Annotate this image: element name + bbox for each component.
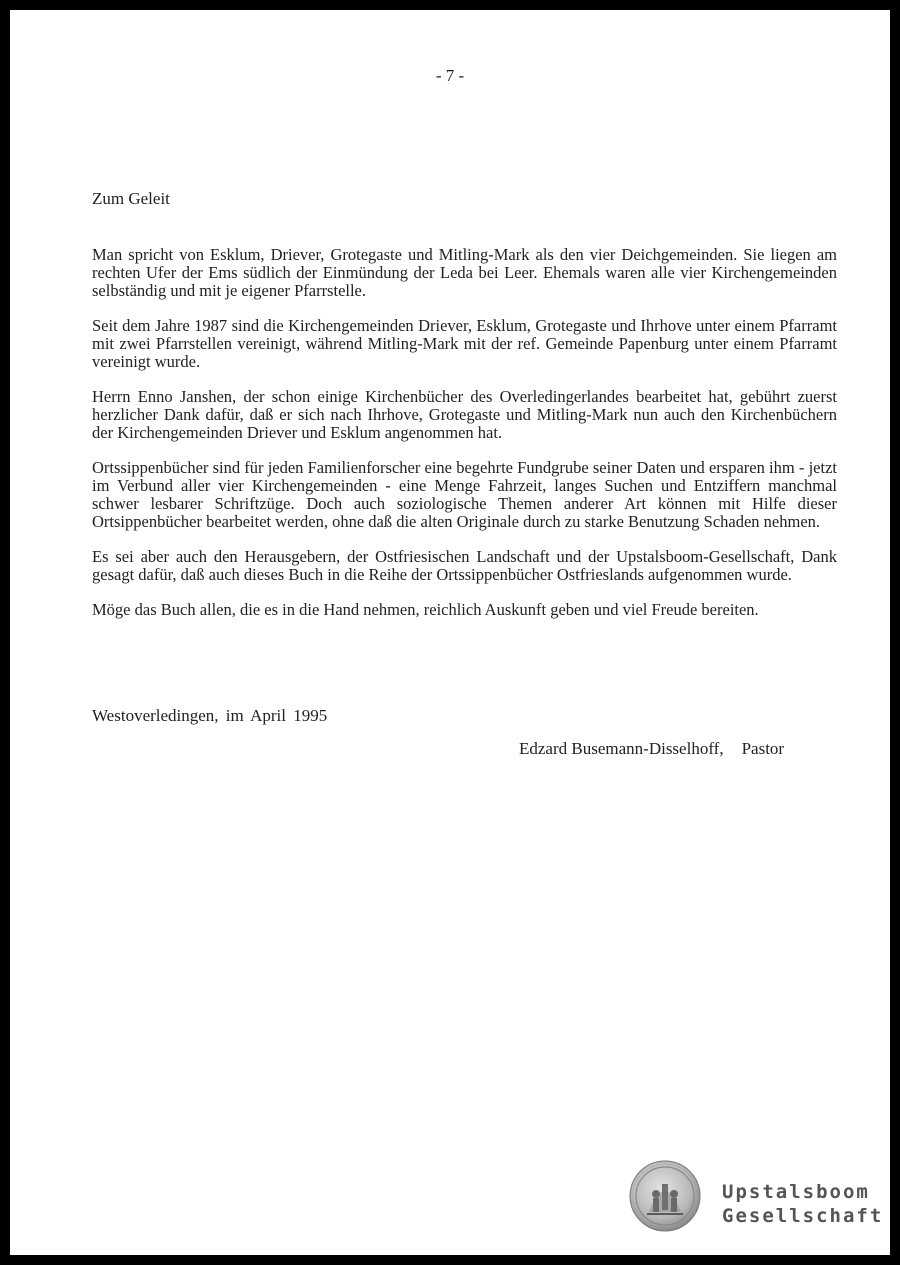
paragraph: Seit dem Jahre 1987 sind die Kirchengemeinden Driever, Esklum, Grotegaste und Ihrhove unter einem Pfarramt mit zwei Pfarrstellen vereinigt, während Mitling-Mark mit der ref. Gemeinde Papenburg unter einem Pfarramt vereinigt wurde. <box>92 316 837 371</box>
logo-line-1: Upstalsboom <box>722 1181 870 1203</box>
paragraph: Man spricht von Esklum, Driever, Grotegaste und Mitling-Mark als den vier Deichgemeinden. Sie liegen am rechten Ufer der Ems südlich der Einmündung der Leda bei Leer. Ehemals waren alle vier Kirchengemeinden selbständig und mit je eigener Pfarrstelle. <box>92 245 837 300</box>
body-text <box>92 246 837 636</box>
document-page <box>10 10 890 1255</box>
signature-role: Pastor <box>741 739 785 758</box>
paragraph: Möge das Buch allen, die es in die Hand nehmen, reichlich Auskunft geben und viel Freude bereiten. <box>92 600 759 619</box>
paragraph: Herrn Enno Janshen, der schon einige Kirchenbücher des Overledingerlandes bearbeitet hat, gebührt zuerst herzlicher Dank dafür, daß er sich nach Ihrhove, Grotegaste und Mitling-Mark nun auch den Kirchenbüchern der Kirchengemeinden Driever und Esklum angenommen hat. <box>92 387 837 442</box>
section-heading: Zum Geleit <box>92 189 170 208</box>
paragraph: Ortssippenbücher sind für jeden Familienforscher eine begehrte Fundgrube seiner Daten und ersparen ihm - jetzt im Verbund aller vier Kirchengemeinden - eine Menge Fahrzeit, langes Suchen und Entziffern manchmal schwer lesbarer Schriftzüge. Doch auch soziologische Themen anderer Art können mit Hilfe dieser Ortsippenbücher bearbeitet werden, ohne daß die alten Originale durch zu starke Benutzung Schaden nehmen. <box>92 458 837 531</box>
logo-line-2: Gesellschaft <box>722 1205 884 1227</box>
page-number: - 7 - <box>435 66 465 85</box>
paragraph: Es sei aber auch den Herausgebern, der Ostfriesischen Landschaft und der Upstalsboom-Gesellschaft, Dank gesagt dafür, daß auch dieses Buch in die Reihe der Ortssippenbücher Ostfrieslands aufgenommen wurde. <box>92 547 837 584</box>
seal-icon <box>629 1160 701 1232</box>
signature <box>519 739 784 759</box>
place-date: Westoverledingen, im April 1995 <box>92 706 328 725</box>
publisher-logo-text <box>722 1180 883 1228</box>
signature-name: Edzard Busemann-Disselhoff, <box>519 739 724 758</box>
